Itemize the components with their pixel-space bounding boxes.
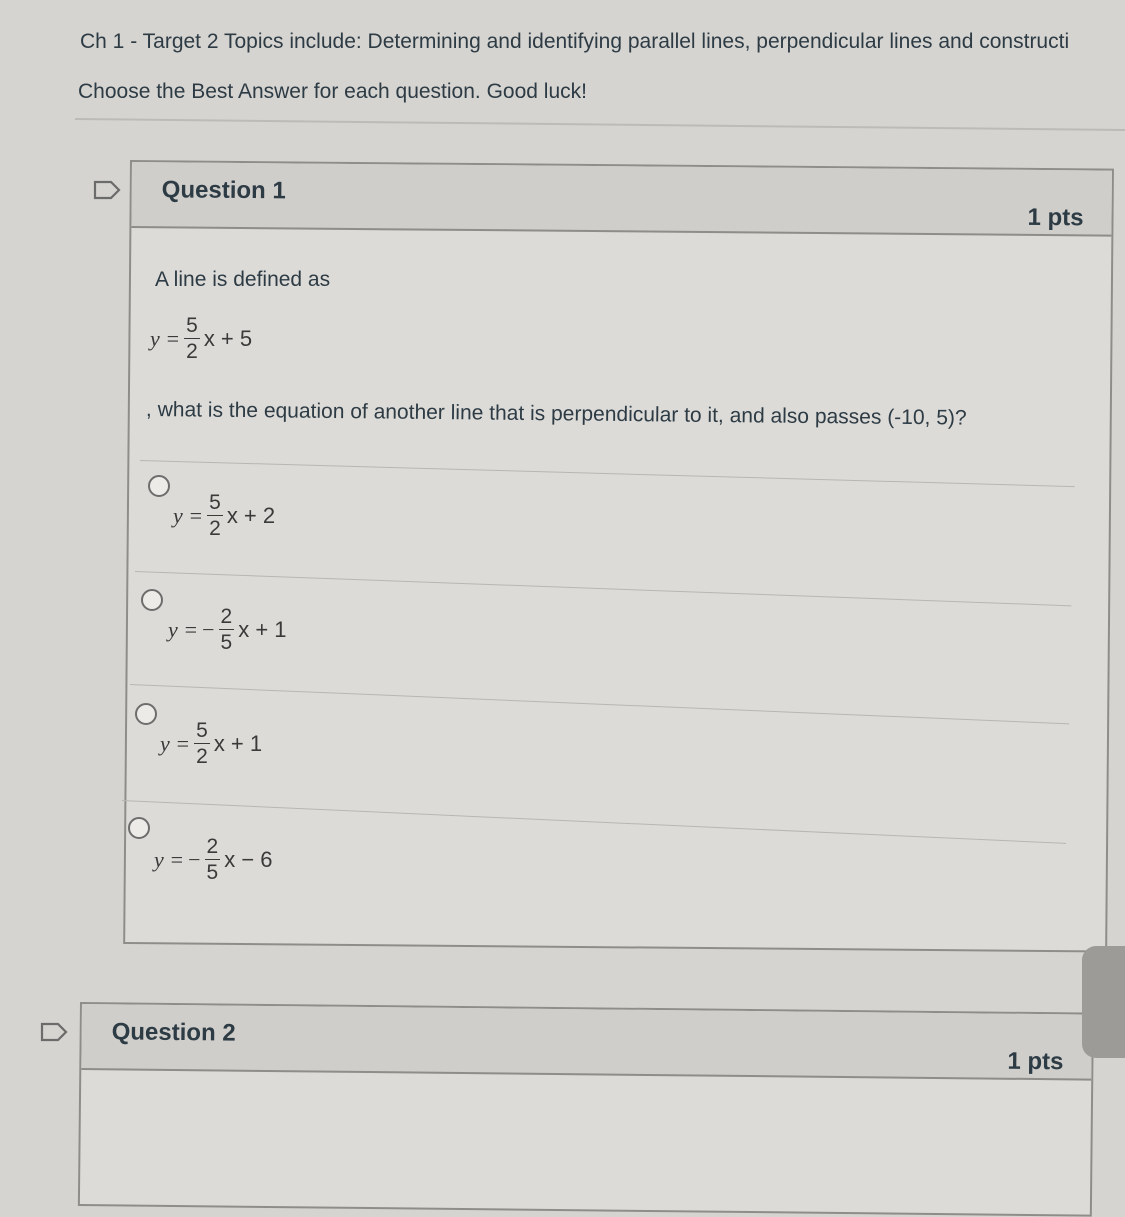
question-2-points: 1 pts	[1007, 1047, 1064, 1076]
question-1-header	[131, 162, 1112, 237]
answer-4-equation[interactable]	[154, 836, 273, 883]
answer-3-equation[interactable]	[160, 720, 262, 767]
question-2-card	[78, 1002, 1094, 1217]
question-1-points: 1 pts	[1027, 203, 1084, 232]
fraction-denominator: 5	[206, 861, 219, 884]
flag-question-2-icon[interactable]	[40, 1022, 66, 1040]
quiz-intro-title: Ch 1 - Target 2 Topics include: Determining and identifying parallel lines, perpendicular lines and constructi	[80, 30, 1070, 53]
equation-sign: −	[188, 846, 201, 872]
equation-rest: x + 1	[238, 616, 287, 642]
equation-fraction	[219, 606, 235, 653]
question-2-title: Question 2	[111, 1018, 236, 1047]
equation-lhs: y =	[150, 325, 181, 351]
equation-lhs: y =	[168, 616, 199, 642]
equation-rest: x + 5	[203, 325, 253, 351]
fraction-denominator: 2	[196, 745, 208, 768]
flag-question-1-icon[interactable]	[93, 180, 119, 198]
equation-lhs: y =	[154, 846, 185, 872]
fraction-denominator: 2	[186, 340, 198, 363]
question-2-header	[81, 1004, 1092, 1081]
question-1-title: Question 1	[161, 176, 286, 205]
equation-sign: −	[202, 616, 215, 642]
question-1-text: A line is defined as	[155, 268, 331, 291]
answer-1-equation[interactable]	[173, 492, 275, 539]
fraction-numerator: 5	[186, 314, 198, 337]
question-1-prompt: , what is the equation of another line that is perpendicular to it, and also passes (-10, 5)?	[145, 398, 967, 430]
fraction-numerator: 2	[220, 605, 233, 628]
equation-fraction	[205, 836, 221, 883]
equation-fraction	[194, 720, 210, 767]
answer-2-equation[interactable]	[168, 606, 287, 653]
answer-3-radio[interactable]	[135, 703, 157, 725]
fraction-numerator: 2	[206, 835, 219, 858]
fraction-numerator: 5	[209, 491, 221, 514]
fraction-denominator: 5	[220, 631, 233, 654]
answer-1-radio[interactable]	[148, 475, 170, 497]
equation-rest: x − 6	[224, 846, 273, 872]
equation-rest: x + 2	[226, 502, 276, 528]
equation-lhs: y =	[173, 502, 204, 528]
equation-fraction	[207, 492, 223, 539]
equation-fraction	[184, 315, 200, 362]
answer-4-radio[interactable]	[128, 817, 150, 839]
fraction-denominator: 2	[209, 517, 221, 540]
quiz-intro-subtitle: Choose the Best Answer for each question. Good luck!	[78, 80, 587, 103]
fraction-numerator: 5	[196, 719, 208, 742]
equation-rest: x + 1	[213, 730, 263, 756]
question-1-equation	[150, 315, 252, 362]
equation-lhs: y =	[160, 730, 191, 756]
divider	[75, 118, 1125, 131]
answer-2-radio[interactable]	[141, 589, 163, 611]
scrollbar-thumb[interactable]	[1082, 946, 1125, 1058]
